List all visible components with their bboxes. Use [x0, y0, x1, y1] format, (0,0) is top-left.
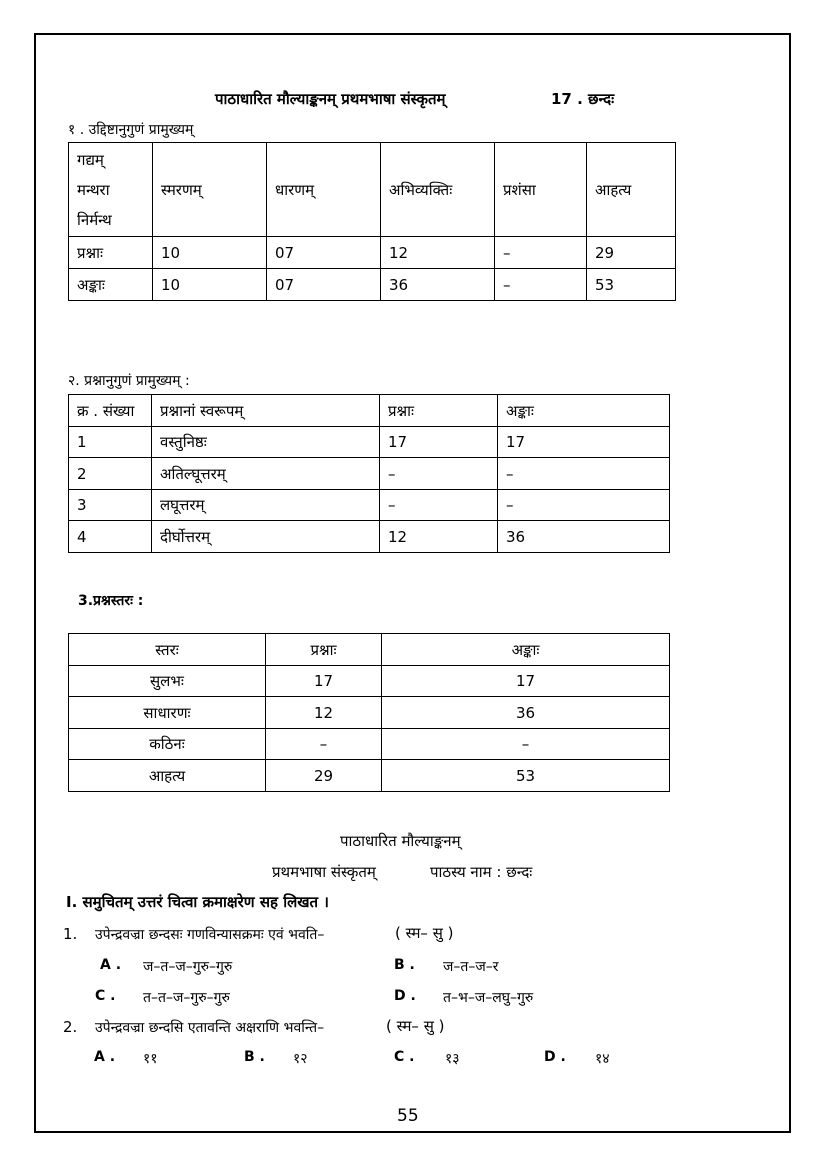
- table-cell: 10: [153, 269, 267, 301]
- option-letter: B .: [394, 957, 415, 973]
- column-header: प्रश्नानां स्वरूपम्: [152, 395, 380, 427]
- table-header-row: [69, 634, 670, 666]
- table-cell: –: [382, 729, 670, 760]
- table-cell: 12: [380, 521, 498, 553]
- table-cell: दीर्घोत्तरम्: [152, 521, 380, 553]
- option-letter: C .: [394, 1049, 415, 1065]
- option-text: १३: [445, 1051, 460, 1067]
- option-letter: D .: [394, 988, 416, 1004]
- table-cell: 4: [69, 521, 152, 553]
- table-cell: 36: [498, 521, 670, 553]
- table-cell: –: [498, 458, 670, 490]
- table-cell: –: [380, 490, 498, 521]
- page-number: 55: [397, 1106, 419, 1126]
- assessment-subject: प्रथमभाषा संस्कृतम्: [272, 863, 376, 881]
- table-row: [69, 427, 670, 458]
- table-cell: 2: [69, 458, 152, 490]
- lesson-label: 17 . छन्दः: [551, 90, 615, 108]
- table-cell: 12: [381, 237, 495, 269]
- section2-table: [68, 394, 670, 553]
- table-row: [69, 490, 670, 521]
- table-cell: –: [380, 458, 498, 490]
- table-cell: 29: [266, 760, 382, 792]
- column-header: प्रश्नाः: [266, 634, 382, 666]
- corner-line: निर्मन्थ: [77, 210, 112, 229]
- section2-heading: २. प्रश्नानुगुणं प्रामुख्यम् :: [68, 373, 190, 389]
- option-text: ज–त–ज–र: [443, 959, 499, 975]
- instruction-text: I. समुचितम् उत्तरं चित्वा क्रमाक्षरेण सह लिखत ।: [66, 893, 329, 911]
- option-text: त–त–ज–गुरु–गुरु: [143, 990, 230, 1006]
- column-header: आहत्य: [587, 143, 676, 237]
- column-header: अभिव्यक्तिः: [381, 143, 495, 237]
- corner-cell: [69, 143, 153, 237]
- column-header: क्र . संख्या: [69, 395, 152, 427]
- table-cell: 29: [587, 237, 676, 269]
- table-cell: –: [495, 237, 587, 269]
- column-header: धारणम्: [267, 143, 381, 237]
- question-level: ( स्म– सु ): [395, 924, 454, 942]
- section3-table: [68, 633, 670, 792]
- table-cell: अतिल्घूत्तरम्: [152, 458, 380, 490]
- table-cell: 07: [267, 237, 381, 269]
- table-row: [69, 237, 676, 269]
- section1-table: [68, 142, 676, 301]
- option-letter: A .: [100, 957, 122, 973]
- table-cell: 17: [380, 427, 498, 458]
- table-row: [69, 666, 670, 697]
- assessment-lesson-name: पाठस्य नाम : छन्दः: [430, 863, 533, 881]
- table-row: [69, 760, 670, 792]
- corner-line: गद्यम्: [77, 150, 104, 169]
- option-text: १२: [293, 1051, 308, 1067]
- table-cell: आहत्य: [69, 760, 266, 792]
- question-text: उपेन्द्रवज्रा छन्दसः गणविन्यासक्रमः एवं भवति–: [95, 927, 325, 943]
- column-header: स्तरः: [69, 634, 266, 666]
- table-row: [69, 458, 670, 490]
- option-letter: C .: [95, 988, 116, 1004]
- option-text: ११: [143, 1051, 158, 1067]
- section3-heading: 3.प्रश्नस्तरः :: [78, 593, 144, 609]
- table-cell: 10: [153, 237, 267, 269]
- table-row: [69, 269, 676, 301]
- table-cell: 53: [382, 760, 670, 792]
- table-cell: 07: [267, 269, 381, 301]
- table-cell: 12: [266, 697, 382, 729]
- table-cell: सुलभः: [69, 666, 266, 697]
- table-cell: 3: [69, 490, 152, 521]
- column-header: प्रशंसा: [495, 143, 587, 237]
- table-cell: –: [266, 729, 382, 760]
- table-cell: साधारणः: [69, 697, 266, 729]
- table-cell: वस्तुनिष्ठः: [152, 427, 380, 458]
- table-row: [69, 697, 670, 729]
- table-cell: 36: [381, 269, 495, 301]
- option-letter: D .: [544, 1049, 566, 1065]
- table-header-row: [69, 143, 676, 237]
- column-header: अङ्काः: [382, 634, 670, 666]
- table-cell: 17: [498, 427, 670, 458]
- table-cell: 17: [382, 666, 670, 697]
- column-header: स्मरणम्: [153, 143, 267, 237]
- table-cell: 36: [382, 697, 670, 729]
- table-cell: –: [495, 269, 587, 301]
- row-label: अङ्काः: [69, 269, 153, 301]
- table-row: [69, 521, 670, 553]
- table-cell: 1: [69, 427, 152, 458]
- table-cell: लघूत्तरम्: [152, 490, 380, 521]
- row-label: प्रश्नाः: [69, 237, 153, 269]
- table-row: [69, 729, 670, 760]
- option-text: त–भ–ज–लघु–गुरु: [443, 990, 534, 1006]
- table-cell: –: [498, 490, 670, 521]
- option-letter: A .: [94, 1049, 116, 1065]
- question-number: 2.: [63, 1018, 78, 1036]
- assessment-title: पाठाधारित मौल्याङ्कनम्: [340, 832, 461, 850]
- corner-line: मन्थरा: [77, 180, 110, 199]
- column-header: अङ्काः: [498, 395, 670, 427]
- option-text: ज–त–ज–गुरु–गुरु: [143, 959, 233, 975]
- option-letter: B .: [244, 1049, 265, 1065]
- question-number: 1.: [63, 925, 78, 943]
- table-cell: कठिनः: [69, 729, 266, 760]
- table-header-row: [69, 395, 670, 427]
- table-cell: 53: [587, 269, 676, 301]
- option-text: १४: [595, 1051, 610, 1067]
- table-cell: 17: [266, 666, 382, 697]
- column-header: प्रश्नाः: [380, 395, 498, 427]
- section1-heading: १ . उद्दिष्टानुगुणं प्रामुख्यम्: [68, 122, 194, 138]
- question-level: ( स्म– सु ): [386, 1017, 445, 1035]
- page-title: पाठाधारित मौल्याङ्कनम् प्रथमभाषा संस्कृतम्: [215, 90, 446, 108]
- question-text: उपेन्द्रवज्रा छन्दसि एतावन्ति अक्षराणि भवन्ति–: [95, 1020, 325, 1036]
